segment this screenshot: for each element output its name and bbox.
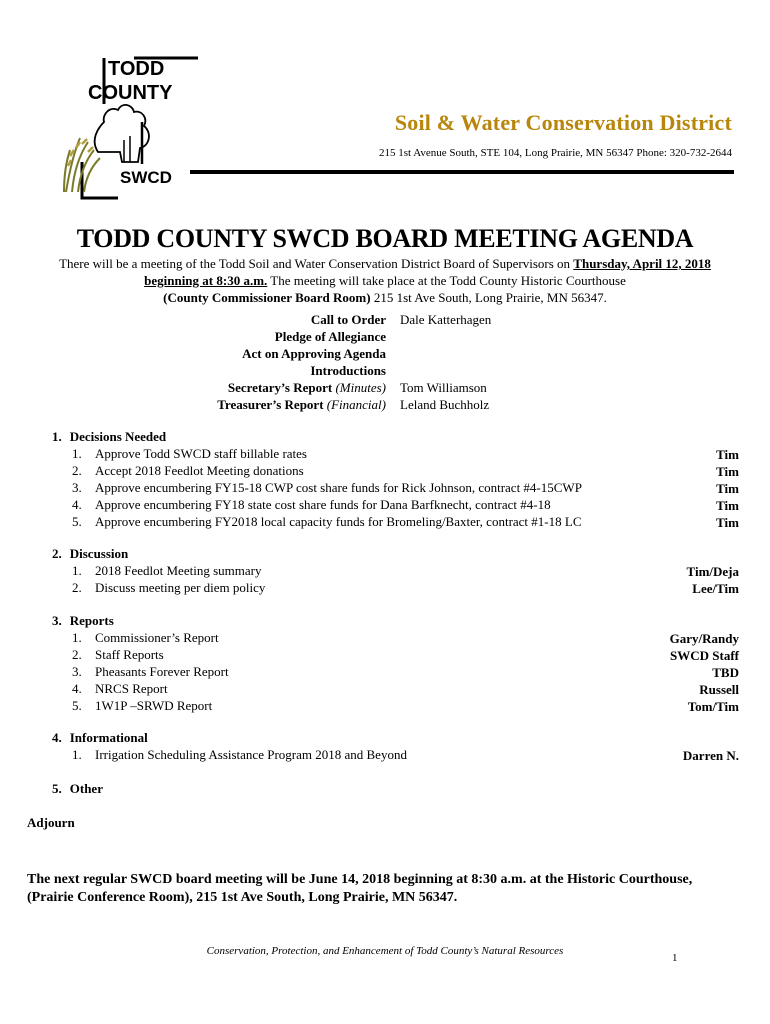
agenda-item-owner: SWCD Staff xyxy=(670,648,739,663)
opening-item xyxy=(0,363,770,380)
agenda-item-text: Pheasants Forever Report xyxy=(95,664,229,679)
opening-item xyxy=(0,312,770,329)
section-title xyxy=(52,613,114,629)
agenda-item-text: Discuss meeting per diem policy xyxy=(95,580,266,595)
agenda-item-number: 1. xyxy=(72,446,82,461)
adjourn-label: Adjourn xyxy=(27,815,75,830)
opening-item-person: Leland Buchholz xyxy=(400,397,490,412)
opening-item-label: Treasurer’s Report xyxy=(217,397,324,412)
agenda-item-text: Accept 2018 Feedlot Meeting donations xyxy=(95,463,304,478)
agenda-item-number: 2. xyxy=(72,463,82,478)
section-number: 5. xyxy=(52,781,62,796)
header-divider xyxy=(190,170,734,174)
logo-line-3: SWCD xyxy=(120,168,172,187)
agenda-item-text: Approve encumbering FY18 state cost share funds for Dana Barfknecht, contract #4-18 xyxy=(95,497,551,512)
agenda-item-number: 3. xyxy=(72,664,82,679)
meeting-room: (County Commissioner Board Room) xyxy=(163,290,371,305)
section-number: 1. xyxy=(52,429,62,444)
intro-text-3: 215 1st Ave South, Long Prairie, MN 56347. xyxy=(370,290,607,305)
organization-name: Soil & Water Conservation District xyxy=(394,110,732,135)
agenda-item-text: NRCS Report xyxy=(95,681,168,696)
agenda-item-number: 3. xyxy=(72,480,82,495)
agenda-item-number: 4. xyxy=(72,681,82,696)
section-name: Reports xyxy=(69,613,114,628)
page-number: 1 xyxy=(672,952,678,964)
opening-item-person: Tom Williamson xyxy=(400,380,487,395)
section-name: Decisions Needed xyxy=(69,429,167,444)
agenda-item-owner: Russell xyxy=(699,682,739,697)
agenda-item-number: 4. xyxy=(72,497,82,512)
logo-line-1: TODD xyxy=(108,58,165,80)
opening-item xyxy=(0,397,770,414)
intro-text-2: The meeting will take place at the Todd County Historic Courthouse xyxy=(267,273,626,288)
agenda-item-owner: Tim xyxy=(716,515,739,530)
opening-item-note: (Minutes) xyxy=(335,380,386,395)
footer-tagline: Conservation, Protection, and Enhancement of Todd County’s Natural Resources xyxy=(206,945,564,957)
section-name: Other xyxy=(69,781,103,796)
agenda-item-number: 1. xyxy=(72,563,82,578)
opening-item-label: Act on Approving Agenda xyxy=(242,346,386,361)
meeting-date-time: Thursday, April 12, 2018 beginning at 8:30 a.m. xyxy=(144,256,711,288)
agenda-item-text: 2018 Feedlot Meeting summary xyxy=(95,563,262,578)
meeting-intro xyxy=(40,255,730,306)
agenda-item-text: Staff Reports xyxy=(95,647,164,662)
agenda-item-owner: Tim/Deja xyxy=(686,564,739,579)
opening-item-label: Pledge of Allegiance xyxy=(274,329,386,344)
agenda-item-owner: Tim xyxy=(716,464,739,479)
agenda-item-text: Approve encumbering FY15-18 CWP cost share funds for Rick Johnson, contract #4-15CWP xyxy=(95,480,582,495)
agenda-item-number: 2. xyxy=(72,580,82,595)
agenda-item-number: 5. xyxy=(72,514,82,529)
organization-address: 215 1st Avenue South, STE 104, Long Prairie, MN 56347 Phone: 320-732-2644 xyxy=(379,147,732,159)
section-name: Discussion xyxy=(69,546,129,561)
opening-item-label: Introductions xyxy=(310,363,386,378)
agenda-item-number: 2. xyxy=(72,647,82,662)
logo-line-2: COUNTY xyxy=(88,82,173,104)
section-name: Informational xyxy=(69,730,148,745)
section-number: 4. xyxy=(52,730,62,745)
agenda-item-number: 1. xyxy=(72,747,82,762)
agenda-item-number: 5. xyxy=(72,698,82,713)
section-title xyxy=(52,546,128,562)
agenda-item-owner: Tim xyxy=(716,498,739,513)
opening-item-label-group xyxy=(217,397,386,413)
agenda-item-text: Approve Todd SWCD staff billable rates xyxy=(95,446,307,461)
agenda-item-owner: Gary/Randy xyxy=(669,631,739,646)
section-title xyxy=(52,730,148,746)
agenda-item-owner: Lee/Tim xyxy=(692,581,739,596)
next-meeting-notice: The next regular SWCD board meeting will be June 14, 2018 beginning at 8:30 a.m. at the Historic Courthouse, (Prairie Conference Room), 215 1st Ave South, Long Prairie, MN 56347. xyxy=(27,872,693,905)
opening-item xyxy=(0,346,770,363)
section-number: 3. xyxy=(52,613,62,628)
opening-item xyxy=(0,329,770,346)
opening-item-person: Dale Katterhagen xyxy=(400,312,492,327)
opening-item-note: (Financial) xyxy=(326,397,386,412)
opening-item-label: Call to Order xyxy=(310,312,386,327)
opening-item-label: Secretary’s Report xyxy=(227,380,333,395)
agenda-item-text: Commissioner’s Report xyxy=(95,630,219,645)
section-number: 2. xyxy=(52,546,62,561)
todd-county-swcd-logo xyxy=(58,52,198,200)
agenda-item-text: 1W1P –SRWD Report xyxy=(95,698,213,713)
opening-item xyxy=(0,380,770,397)
section-title xyxy=(52,429,166,445)
opening-item-label-group xyxy=(228,380,386,396)
agenda-title: TODD COUNTY SWCD BOARD MEETING AGENDA xyxy=(76,224,694,253)
agenda-item-owner: Tim xyxy=(716,447,739,462)
section-title xyxy=(52,781,103,797)
intro-text-1: There will be a meeting of the Todd Soil and Water Conservation District Board of Supervisors on xyxy=(59,256,574,271)
agenda-item-owner: TBD xyxy=(712,665,739,680)
agenda-item-owner: Darren N. xyxy=(682,748,739,763)
agenda-item-owner: Tim xyxy=(716,481,739,496)
agenda-item-text: Approve encumbering FY2018 local capacity funds for Bromeling/Baxter, contract #1-18 LC xyxy=(95,514,582,529)
agenda-item-owner: Tom/Tim xyxy=(687,699,739,714)
agenda-item-number: 1. xyxy=(72,630,82,645)
agenda-item-text: Irrigation Scheduling Assistance Program 2018 and Beyond xyxy=(95,747,407,762)
